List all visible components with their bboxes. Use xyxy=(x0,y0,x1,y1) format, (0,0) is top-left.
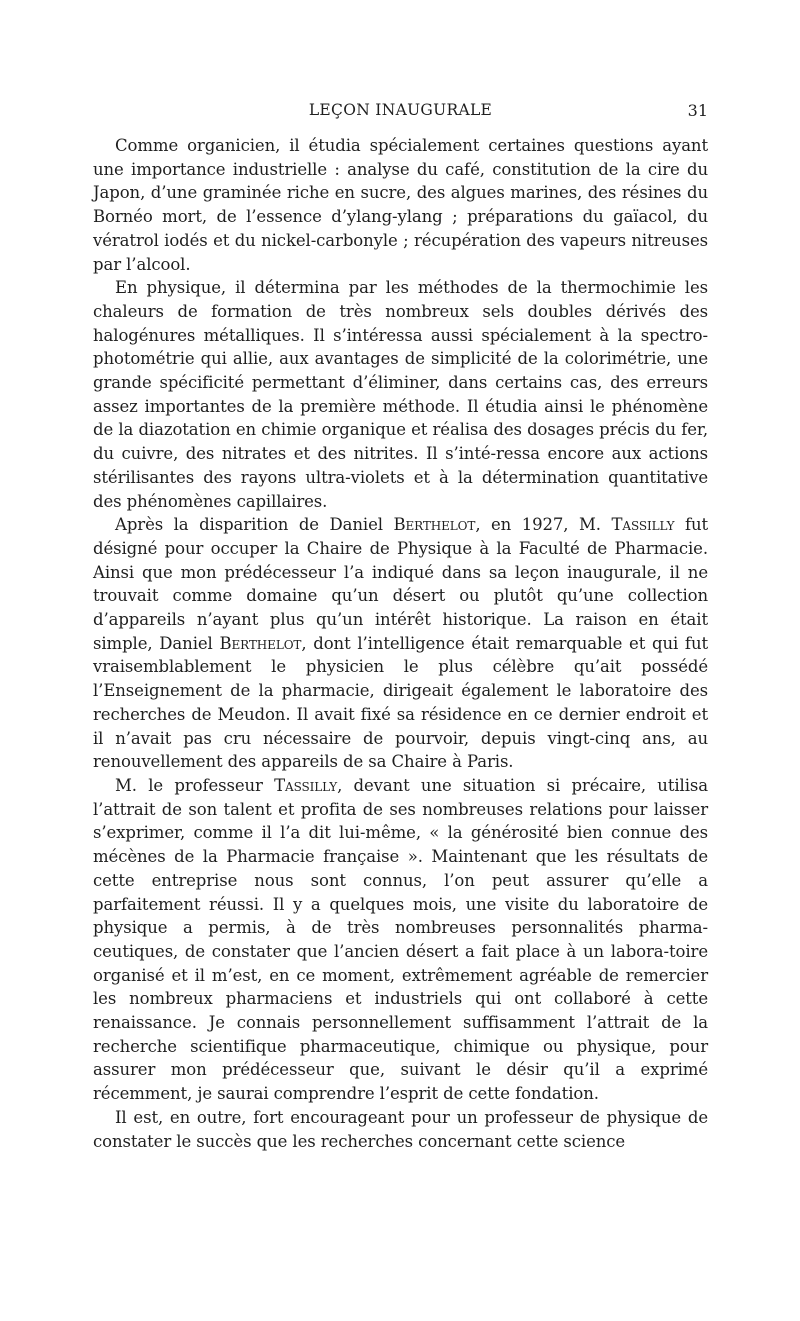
person-name: Tassilly xyxy=(274,775,338,795)
paragraph-text: Après la disparition de Daniel xyxy=(115,515,394,535)
person-name: Berthelot xyxy=(393,515,476,535)
person-name: Berthelot xyxy=(219,633,302,653)
page-number: 31 xyxy=(687,101,708,120)
paragraph-encouragement: Il est, en outre, fort encourageant pour un professeur de physique de constater le succès que les recherches concernant cette science xyxy=(93,1107,708,1151)
paragraph-organic-chemistry: Comme organicien, il étudia spécialement certaines questions ayant une importance industrielle : analyse du café, constitution de la cire du Japon, d’une graminée riche en sucre, des algues marines, des résines du Bornéo mort, de l’essence d’ylang-ylang ; préparations du gaïacol, du vératrol iodés et du nickel-carbonyle ; récupération des vapeurs nitreuses par l’alcool. xyxy=(93,136,708,274)
running-title: LEÇON INAUGURALE xyxy=(308,101,493,119)
paragraph-laboratory-renewal xyxy=(93,774,708,1106)
paragraph-chair-of-physics xyxy=(93,513,708,774)
paragraph-text: , en 1927, M. xyxy=(475,515,612,535)
body-text xyxy=(93,134,708,1153)
paragraph-text: fut désigné pour occuper la Chaire de Physique à la Faculté de Pharmacie. Ainsi que mon prédécesseur l’a indiqué dans sa leçon inaugurale, il ne trouvait comme domaine qu’un désert ou plutôt qu’une collection d’appareils n’ayant plus qu’un intérêt historique. La raison en était simple, Daniel xyxy=(93,515,709,653)
paragraph-physics-research: En physique, il détermina par les méthodes de la thermochimie les chaleurs de formation de très nombreux sels doubles dérivés des halogénures métalliques. Il s’intéressa aussi spécialement à la spectro-photométrie qui allie, aux avantages de simplicité de la colorimétrie, une grande spécificité permettant d’éliminer, dans certains cas, des erreurs assez importantes de la première méthode. Il étudia ainsi le phénomène de la diazotation en chimie organique et réalisa des dosages précis du fer, du cuivre, des nitrates et des nitrites. Il s’inté-ressa encore aux actions stérilisantes des rayons ultra-violets et à la détermination quantitative des phénomènes capillaires. xyxy=(93,278,708,511)
paragraph-text: , dont l’intelligence était remarquable et qui fut vraisemblablement le physicien le plus célèbre qu’ait possédé l’Enseignement de la pharmacie, dirigeait également le laboratoire des recherches de Meudon. Il avait fixé sa résidence en ce dernier endroit et il n’avait pas cru nécessaire de pourvoir, depuis vingt-cinq ans, au renouvellement des appareils de sa Chaire à Paris. xyxy=(93,633,709,772)
person-name: Tassilly xyxy=(611,515,675,535)
page-header xyxy=(93,101,708,125)
paragraph-text: M. le professeur xyxy=(115,775,275,795)
paragraph-text: , devant une situation si précaire, utilisa l’attrait de son talent et profita de ses nombreuses relations pour laisser s’exprimer, comme il l’a dit lui-même, « la générosité bien connue des mécènes de la Pharmacie française ». Maintenant que les résultats de cette entreprise nous sont connus, l’on peut assurer qu’elle a parfaitement réussi. Il y a quelques mois, une visite du laboratoire de physique a permis, à de très nombreuses personnalités pharma-ceutiques, de constater que l’ancien désert a fait place à un labora-toire organisé et il m’est, en ce moment, extrêmement agréable de remercier les nombreux pharmaciens et industriels qui ont collaboré à cette renaissance. Je connais personnellement suffisamment l’attrait de la recherche scientifique pharmaceutique, chimique ou physique, pour assurer mon prédécesseur que, suivant le désir qu’il a exprimé récemment, je saurai comprendre l’esprit de cette fondation. xyxy=(93,775,709,1104)
